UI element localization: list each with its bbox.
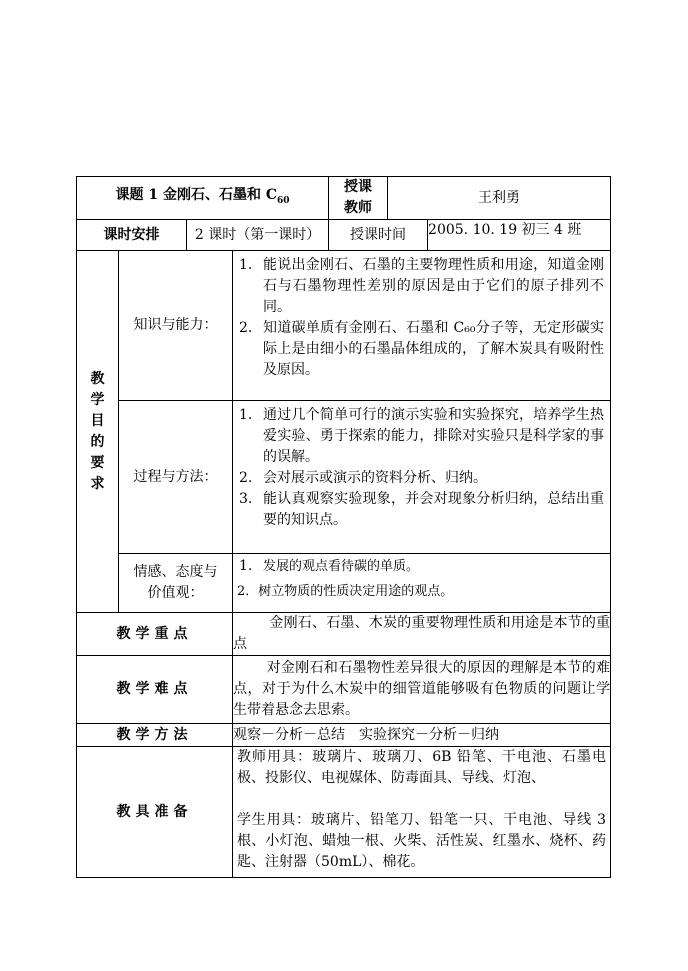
item-number: 2. [239, 320, 253, 336]
knowledge-list [233, 251, 610, 385]
key-points-label: 教学重点 [77, 613, 233, 656]
process-label: 过程与方法： [119, 401, 233, 554]
goals-label-char: 的 [90, 433, 105, 450]
goals-label-char: 教 [90, 370, 105, 387]
teacher-equipment: 教师用具：玻璃片、玻璃刀、6B 铅笔、干电池、石墨电极、投影仪、电视媒体、防毒面具、导线、灯泡、 [237, 749, 607, 786]
goals-label-char: 学 [90, 391, 105, 408]
emotion-label [119, 554, 233, 613]
list-item [237, 556, 604, 577]
lesson-title [77, 177, 329, 220]
goals-label-char: 目 [90, 412, 105, 429]
list-item [237, 489, 604, 531]
teacher-label-line1: 授课 [344, 179, 373, 195]
item-text: 能认真观察实验现象，并会对现象分析归纳，总结出重要的知识点。 [263, 491, 605, 528]
difficulties-text: 对金刚石和石墨物性差异很大的原因的理解是本节的难点，对于为什么木炭中的细管道能够吸有色物质的问题让学生带着悬念去思索。 [233, 656, 611, 724]
process-content [233, 401, 611, 554]
emotion-list [233, 554, 610, 577]
goal-process-row [77, 401, 611, 554]
lesson-title-text: 课题 1 金刚石、石墨和 C [115, 186, 278, 203]
difficulties-row [77, 656, 611, 724]
title-row [77, 177, 611, 220]
list-item [237, 255, 604, 318]
list-item [237, 318, 604, 381]
process-list [233, 401, 610, 535]
key-points-text: 金刚石、石墨、木炭的重要物理性质和用途是本节的重点 [233, 613, 611, 656]
list-item [237, 468, 604, 489]
equipment-label: 教具准备 [77, 747, 233, 878]
item-text: 发展的观点看待碳的单质。 [263, 559, 420, 574]
lesson-plan-table [76, 176, 611, 878]
item-number: 3. [239, 491, 253, 507]
hours-value: 2 课时（第一课时） [187, 220, 329, 251]
goal-emotion-row [77, 554, 611, 613]
item-number: 2. [239, 470, 253, 486]
item-text: 能说出金刚石、石墨的主要物理性质和用途，知道金刚石与石墨物理性差别的原因是由于它们的原子排列不同。 [263, 257, 605, 315]
emotion-label-line2: 价值观： [147, 585, 204, 601]
item-text: 通过几个简单可行的演示实验和实验探究，培养学生热爱实验、勇于探索的能力，排除对实验只是科学家的事的误解。 [263, 407, 605, 465]
time-label: 授课时间 [329, 220, 428, 251]
list-item [237, 405, 604, 468]
emotion-content [233, 554, 611, 613]
spacer [233, 789, 610, 810]
goals-label [77, 251, 119, 613]
item-text: 会对展示或演示的资料分析、归纳。 [263, 470, 487, 486]
item-number: 1. [239, 407, 253, 423]
hours-label: 课时安排 [77, 220, 187, 251]
emotion-item-2: 2．树立物质的性质决定用途的观点。 [237, 584, 454, 599]
emotion-label-line1: 情感、态度与 [133, 564, 218, 580]
teacher-label-line2: 教师 [344, 200, 373, 216]
time-value: 2005. 10. 19 初三 4 班 [428, 220, 611, 251]
equipment-content [233, 747, 611, 878]
item-text: 知道碳单质有金刚石、石墨和 C₆₀分子等，无定形碳实际上是由细小的石墨晶体组成的，了解木炭具有吸附性及原因。 [263, 320, 605, 378]
goals-label-char: 求 [90, 475, 105, 492]
lesson-title-subscript: 60 [277, 195, 290, 206]
methods-label: 教学方法 [77, 724, 233, 747]
schedule-row [77, 220, 611, 251]
goal-knowledge-row [77, 251, 611, 401]
difficulties-label: 教学难点 [77, 656, 233, 724]
teacher-name: 王利勇 [388, 177, 611, 220]
equipment-row [77, 747, 611, 878]
teacher-label [329, 177, 388, 220]
key-points-row [77, 613, 611, 656]
knowledge-content [233, 251, 611, 401]
methods-text: 观察－分析－总结 实验探究－分析－归纳 [233, 724, 611, 747]
methods-row [77, 724, 611, 747]
item-number: 1. [239, 558, 253, 574]
item-number: 1. [239, 257, 253, 273]
goals-label-char: 要 [90, 454, 105, 471]
student-equipment: 学生用具：玻璃片、铅笔刀、铅笔一只、干电池、导线 3 根、小灯泡、蜡烛一根、火柴、活性炭、红墨水、烧杯、药匙、注射器（50mL）、棉花。 [237, 812, 607, 870]
knowledge-label: 知识与能力： [119, 251, 233, 401]
